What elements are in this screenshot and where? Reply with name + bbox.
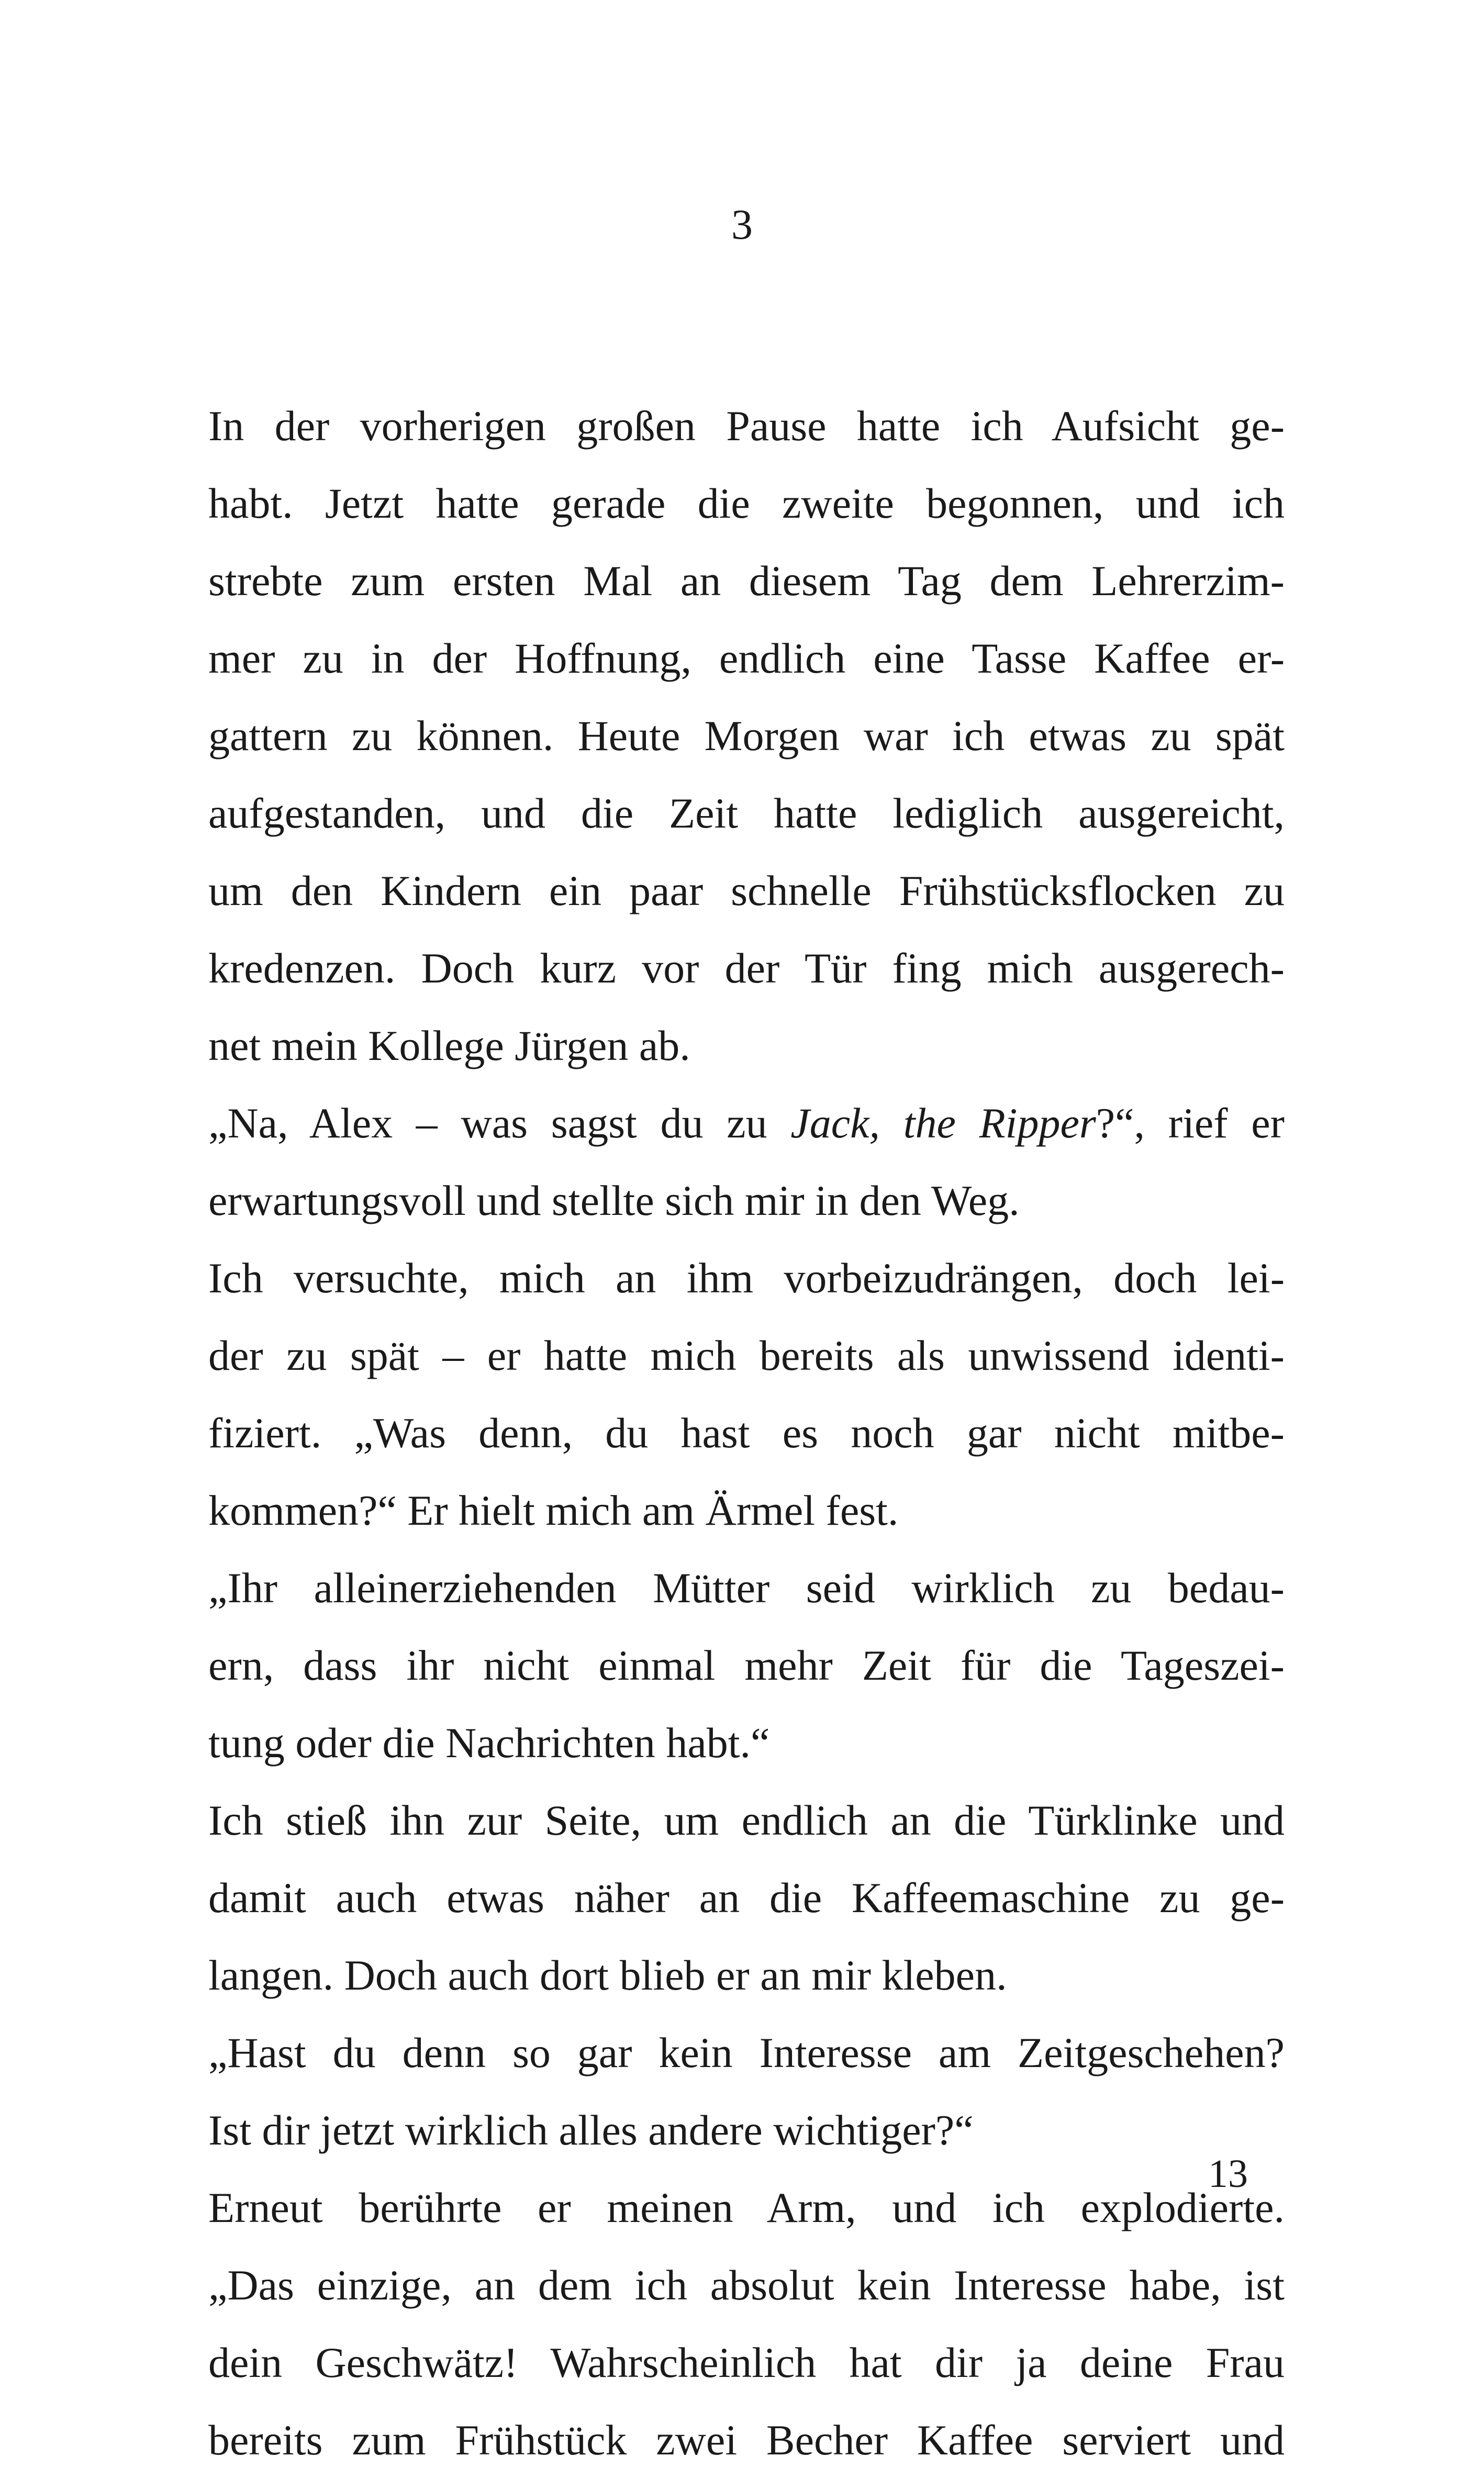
text-line: damit auch etwas näher an die Kaffeemaschine zu ge-	[208, 1874, 1285, 1922]
text-line: ern, dass ihr nicht einmal mehr Zeit für die Tageszei-	[208, 1642, 1285, 1689]
text-line: strebte zum ersten Mal an diesem Tag dem Lehrerzim-	[208, 557, 1285, 605]
text-line: aufgestanden, und die Zeit hatte lediglich ausgereicht,	[208, 789, 1285, 837]
text-line: tung oder die Nachrichten habt.“	[208, 1719, 770, 1767]
text-line: langen. Doch auch dort blieb er an mir kleben.	[208, 1951, 1007, 1999]
chapter-number: 3	[731, 200, 753, 248]
text-line: bereits zum Frühstück zwei Becher Kaffee serviert und	[208, 2416, 1285, 2464]
text-line: der zu spät – er hatte mich bereits als unwissend identi-	[208, 1332, 1285, 1379]
text-line: erwartungsvoll und stellte sich mir in den Weg.	[208, 1177, 1020, 1224]
text-line: Erneut berührte er meinen Arm, und ich explodierte.	[208, 2184, 1285, 2231]
text-line: net mein Kollege Jürgen ab.	[208, 1022, 690, 1069]
text-line: fiziert. „Was denn, du hast es noch gar nicht mitbe-	[208, 1409, 1285, 1457]
italic-title: Jack, the Ripper	[790, 1099, 1096, 1147]
text-line-with-italic	[208, 1085, 1285, 1162]
text-line: „Ihr alleinerziehenden Mütter seid wirklich zu bedau-	[208, 1564, 1285, 1612]
text-line: Ich versuchte, mich an ihm vorbeizudrängen, doch lei-	[208, 1254, 1285, 1302]
text-line: um den Kindern ein paar schnelle Frühstücksflocken zu	[208, 867, 1285, 914]
text-line: „Das einzige, an dem ich absolut kein Interesse habe, ist	[208, 2261, 1285, 2309]
text-segment: „Na, Alex – was sagst du zu	[208, 1099, 791, 1147]
text-line: kommen?“ Er hielt mich am Ärmel fest.	[208, 1487, 899, 1534]
text-line: dein Geschwätz! Wahrscheinlich hat dir ja deine Frau	[208, 2339, 1285, 2386]
text-line: habt. Jetzt hatte gerade die zweite begonnen, und ich	[208, 479, 1285, 527]
text-line: gattern zu können. Heute Morgen war ich etwas zu spät	[208, 712, 1285, 760]
page-number: 13	[1208, 2152, 1248, 2196]
text-line: kredenzen. Doch kurz vor der Tür fing mich ausgerech-	[208, 944, 1285, 992]
text-line: Ist dir jetzt wirklich alles andere wichtiger?“	[208, 2106, 974, 2154]
text-line: In der vorherigen großen Pause hatte ich Aufsicht ge-	[208, 402, 1285, 450]
text-line: „Hast du denn so gar kein Interesse am Zeitgeschehen?	[208, 2029, 1285, 2076]
text-segment: ?“, rief er	[1096, 1099, 1285, 1147]
text-line: mer zu in der Hoffnung, endlich eine Tasse Kaffee er-	[208, 634, 1285, 682]
text-line: Ich stieß ihn zur Seite, um endlich an die Türklinke und	[208, 1796, 1285, 1844]
body-text	[208, 387, 1285, 2479]
